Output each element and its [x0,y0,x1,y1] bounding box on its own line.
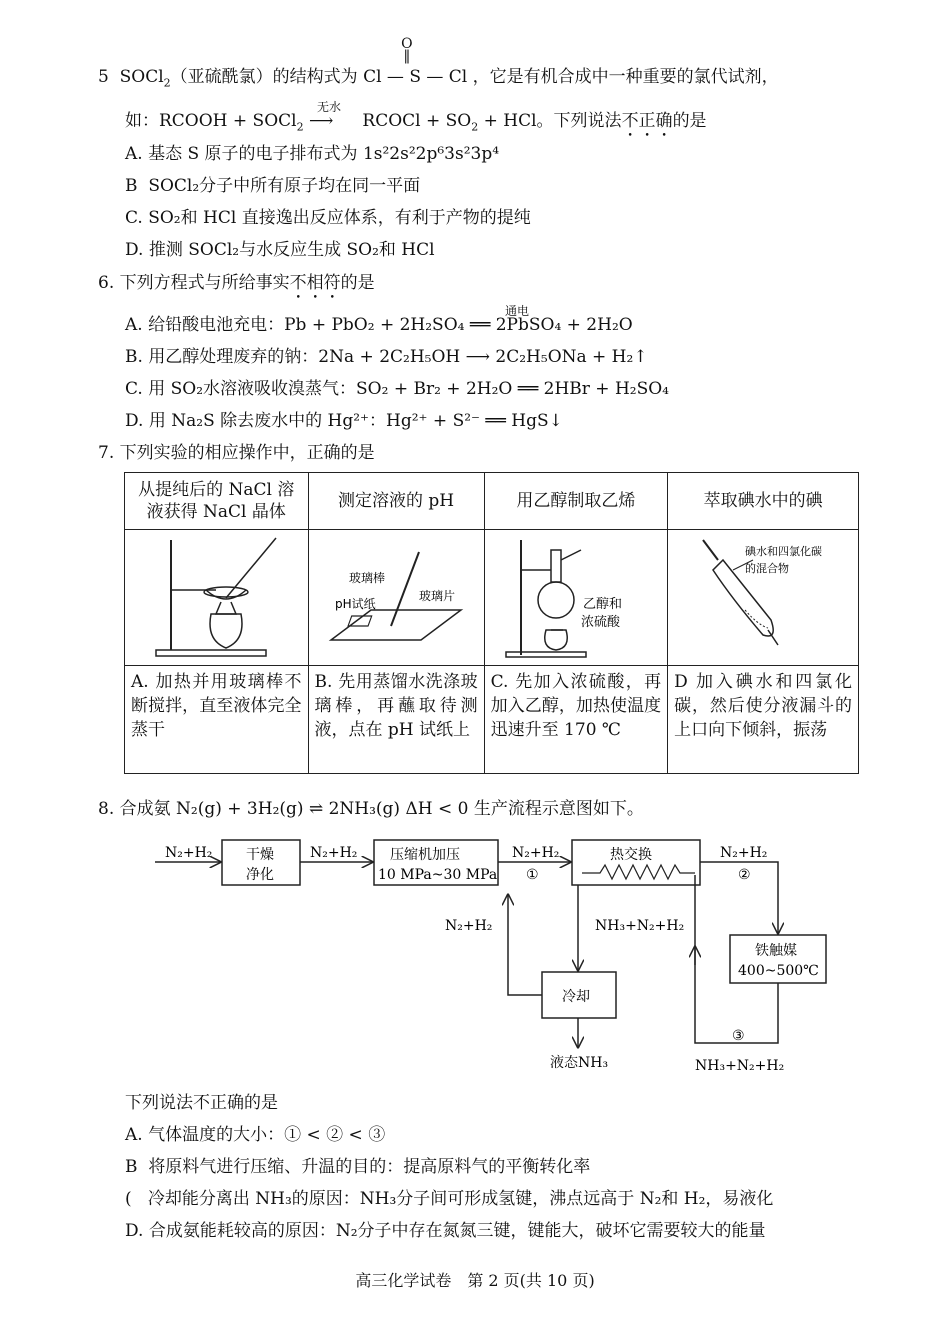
q5-option-c: C. SO₂和 HCl 直接逸出反应体系，有利于产物的提纯 [125,208,531,228]
q7-answer-d: D 加入碘水和四氯化碳，然后使分液漏斗的上口向下倾斜，振荡 [668,666,859,774]
q6-option-a: A. 给铅酸电池充电：Pb + PbO₂ + 2H₂SO₄ ══ 2PbSO₄ + 2H₂O 通电 [125,314,633,336]
recycle-gas: N₂+H₂ [445,918,493,934]
q5-number: 5 [98,67,109,87]
svg-text:N₂+H₂: N₂+H₂ [512,845,560,861]
svg-text:②: ② [738,867,751,883]
q6-stem: 6. 下列方程式与所给事实不相符的是 [98,273,375,293]
svg-text:干燥: 干燥 [246,847,274,863]
svg-text:10 MPa~30 MPa: 10 MPa~30 MPa [378,867,498,883]
q8-stem: 8. 合成氨 N₂(g) + 3H₂(g) ⇌ 2NH₃(g) ΔH < 0 生产流程示意图如下。 [98,799,644,819]
q8-option-b: B 将原料气进行压缩、升温的目的：提高原料气的平衡转化率 [125,1157,591,1177]
electrolysis-condition: 通电 [505,304,530,318]
ethylene-apparatus [484,530,668,666]
svg-text:N₂+H₂: N₂+H₂ [310,845,358,861]
distilling-flask-icon [491,530,661,660]
ph-test-apparatus [308,530,484,666]
svg-text:①: ① [526,867,539,883]
ph-paper-icon [311,530,481,660]
q7-header-3: 用乙醇制取乙烯 [484,473,668,530]
svg-text:热交换: 热交换 [610,847,652,863]
q8-option-a: A. 气体温度的大小：① < ② < ③ [125,1125,386,1145]
q5-line1: 5 SOCl$_2$（亚硫酰氯）的结构式为 Cl — S — Cl O ‖ ，它是有机合成中一种重要的氯代试剂， [98,36,779,90]
extraction-apparatus [668,530,859,666]
q6-option-b: B. 用乙醇处理废弃的钠：2Na + 2C₂H₅OH ⟶ 2C₂H₅ONa + H₂↑ [125,347,648,367]
svg-text:③: ③ [732,1028,745,1044]
q8-option-c: ( 冷却能分离出 NH₃的原因：NH₃分子间可形成氢键，沸点远高于 N₂和 H₂，易液化 [125,1189,774,1209]
svg-text:400~500℃: 400~500℃ [738,963,819,979]
svg-text:乙醇和: 乙醇和 [582,597,622,612]
q7-answer-b: B. 先用蒸馏水洗涤玻璃棒，再蘸取待测液，点在 pH 试纸上 [308,666,484,774]
ammonia-flow-diagram [150,835,819,1085]
svg-text:NH₃+N₂+H₂: NH₃+N₂+H₂ [595,918,685,934]
evaporation-apparatus [125,530,309,666]
evaporating-dish-icon [126,530,306,660]
svg-text:压缩机加压: 压缩机加压 [390,847,460,863]
q6-option-c: C. 用 SO₂水溶液吸收溴蒸气：SO₂ + Br₂ + 2H₂O ══ 2HBr + H₂SO₄ [125,379,669,399]
q5-option-a: A. 基态 S 原子的电子排布式为 1s²2s²2p⁶3s²3p⁴ [125,144,500,164]
q7-answer-a: A. 加热并用玻璃棒不断搅拌，直至液体完全蒸干 [125,666,309,774]
q6-option-d: D. 用 Na₂S 除去废水中的 Hg²⁺：Hg²⁺ + S²⁻ ══ HgS↓ [125,411,563,431]
reaction-arrow: 无水 ⟶ [309,100,342,131]
q5-line2: 如：RCOOH + SOCl$_2$ 无水 ⟶ RCOCl + $SO_2$ + HCl。下列说法不正确的是 [125,100,707,134]
q8-option-d: D. 合成氨能耗较高的原因：N₂分子中存在氮氮三键，键能大，破坏它需要较大的能量 [125,1221,766,1241]
q7-stem: 7. 下列实验的相应操作中，正确的是 [98,443,375,463]
svg-text:冷却: 冷却 [562,989,590,1005]
flow-input-gas: N₂+H₂ [165,845,213,861]
svg-text:玻璃棒: 玻璃棒 [349,571,386,585]
svg-text:净化: 净化 [246,867,274,883]
svg-text:铁触媒: 铁触媒 [755,943,797,959]
q7-answer-c: C. 先加入浓硫酸，再加入乙醇，加热使温度迅速升至 170 ℃ [484,666,668,774]
liquid-ammonia: 液态NH₃ [550,1055,609,1071]
svg-text:pH试纸: pH试纸 [335,597,376,611]
q5-option-b: B SOCl₂分子中所有原子均在同一平面 [125,176,421,196]
svg-text:玻璃片: 玻璃片 [419,589,456,603]
separatory-funnel-icon [673,530,853,660]
svg-text:的混合物: 的混合物 [745,562,790,575]
page-footer: 高三化学试卷 第 2 页(共 10 页) [355,1271,595,1290]
svg-text:碘水和四氯化碳: 碘水和四氯化碳 [745,545,823,558]
svg-text:N₂+H₂: N₂+H₂ [720,845,768,861]
q7-header-4: 萃取碘水中的碘 [668,473,859,530]
q7-table [124,472,859,774]
double-bond-o: O ‖ [401,36,413,64]
flow-output-gas: NH₃+N₂+H₂ [695,1058,785,1074]
q5-option-d: D. 推测 SOCl₂与水反应生成 SO₂和 HCl [125,240,435,260]
q7-header-2: 测定溶液的 pH [308,473,484,530]
q7-header-1: 从提纯后的 NaCl 溶液获得 NaCl 晶体 [125,473,309,530]
structure-formula: Cl — S — Cl O ‖ [363,36,468,87]
svg-text:浓硫酸: 浓硫酸 [580,615,620,630]
q8-sub-stem: 下列说法不正确的是 [125,1093,278,1113]
